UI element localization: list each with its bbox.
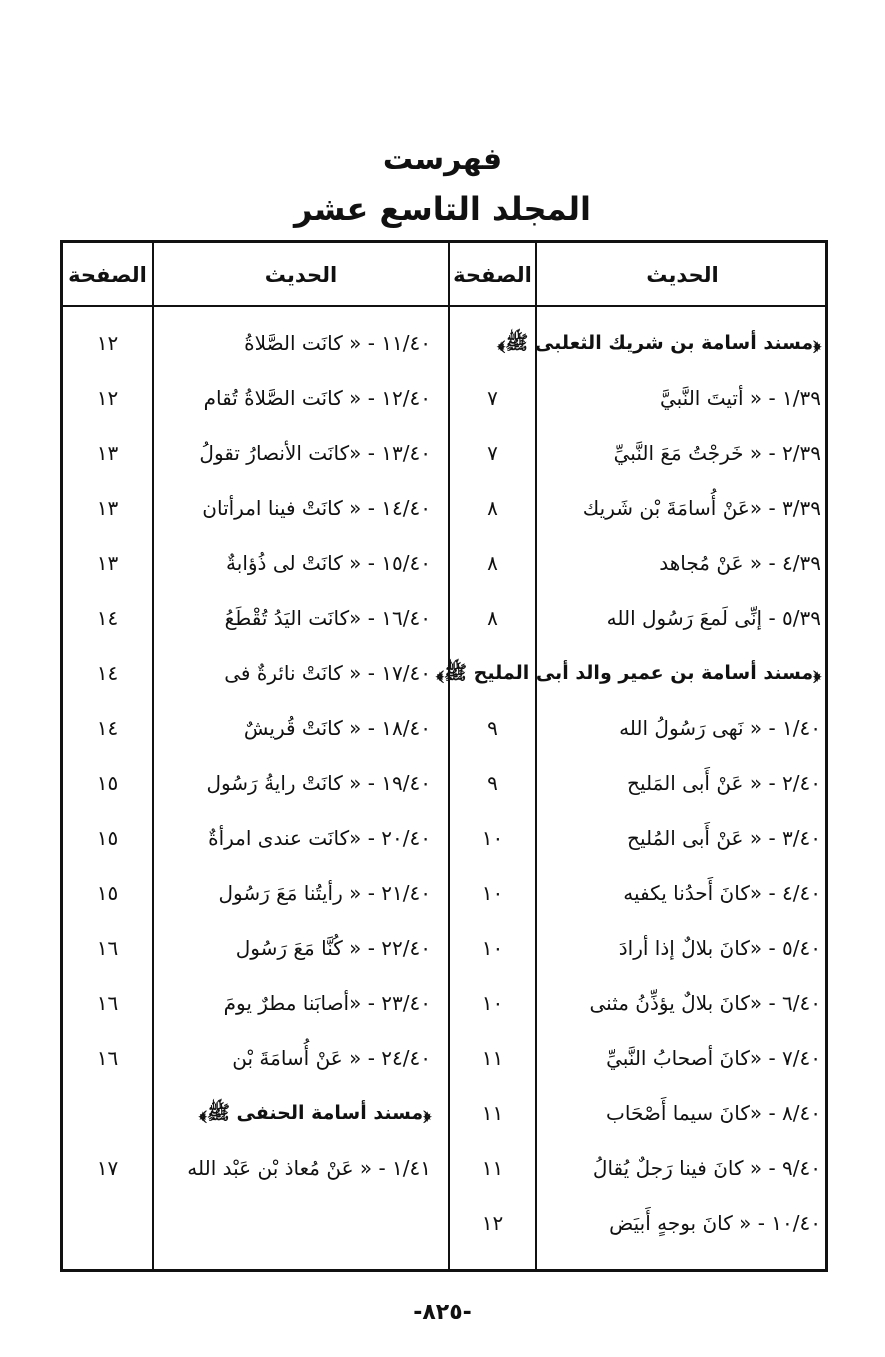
hadith-entry: ١٣/٤٠ - «كانَت الأنصارُ تقولُ — [199, 441, 431, 465]
section-heading: ﴿مسند أسامة الحنفى ﷺ﴾ — [199, 1102, 431, 1124]
hadith-entry: ٢٤/٤٠ - « عَنْ أُسامَةَ بْن — [232, 1046, 431, 1070]
page-ref: ١٥ — [96, 881, 119, 905]
hadith-entry: ٢١/٤٠ - « رأيتُنا مَعَ رَسُول — [218, 881, 431, 905]
page-ref: ١٠ — [481, 881, 504, 905]
page-ref: ١٢ — [96, 386, 119, 410]
page-ref: ٨ — [487, 606, 498, 630]
page-title: فهرست — [382, 142, 503, 177]
volume-subtitle: المجلد التاسع عشر — [293, 190, 592, 228]
section-heading: ﴿مسند أسامة بن عمير والد أبى المليح ﷺ﴾ — [436, 662, 821, 684]
header-divider — [63, 305, 825, 307]
hadith-entry: ١/٤٠ - « نَهى رَسُولُ الله — [619, 716, 821, 740]
page-number: -٨٢٥- — [413, 1300, 472, 1325]
page-ref: ١٥ — [96, 771, 119, 795]
page-ref: ١٦ — [96, 1046, 119, 1070]
page-ref: ١٠ — [481, 991, 504, 1015]
hadith-entry: ٦/٤٠ - «كانَ بلالٌ يؤذِّنُ مثنى — [589, 991, 821, 1015]
hadith-entry: ١٥/٤٠ - « كانَتْ لى ذُؤابةٌ — [226, 551, 431, 575]
page-ref: ٨ — [487, 551, 498, 575]
hadith-entry: ٤/٣٩ - « عَنْ مُجاهد — [659, 551, 821, 575]
hadith-entry: ٣/٣٩ - «عَنْ أُسامَةَ بْن شَريك — [582, 496, 821, 520]
page-ref: ١٦ — [96, 991, 119, 1015]
page-ref: ١٢ — [96, 331, 119, 355]
hadith-entry: ١١/٤٠ - « كانَت الصَّلاةُ — [244, 331, 431, 355]
page-ref: ١٦ — [96, 936, 119, 960]
hadith-entry: ١٨/٤٠ - « كانَتْ قُريشٌ — [243, 716, 431, 740]
page-ref: ١٣ — [96, 551, 119, 575]
hadith-entry: ١/٣٩ - « أتيتَ النَّبيَّ — [659, 386, 821, 410]
header-page-left: الصفحة — [68, 263, 147, 287]
hadith-entry: ٣/٤٠ - « عَنْ أَبى المُليح — [627, 826, 821, 850]
header-page-right: الصفحة — [453, 263, 532, 287]
hadith-entry: ٢٢/٤٠ - « كُنَّا مَعَ رَسُول — [235, 936, 431, 960]
page-ref: ٩ — [487, 716, 498, 740]
header-hadith-left: الحديث — [264, 263, 338, 287]
page-ref: ١٧ — [96, 1156, 119, 1180]
hadith-entry: ١٦/٤٠ - «كانَت اليَدُ تُقْطَعُ — [224, 606, 431, 630]
hadith-entry: ١/٤١ - « عَنْ مُعاذ بْن عَبْد الله — [187, 1156, 431, 1180]
page-ref: ٧ — [487, 441, 498, 465]
index-table — [60, 240, 828, 1272]
page-ref: ١١ — [481, 1156, 504, 1180]
page-ref: ١٠ — [481, 826, 504, 850]
page-ref: ١٥ — [96, 826, 119, 850]
page-ref: ٨ — [487, 496, 498, 520]
hadith-entry: ٨/٤٠ - «كانَ سيما أَصْحَاب — [606, 1101, 821, 1125]
page-ref: ١٣ — [96, 441, 119, 465]
page-ref: ١٢ — [481, 1211, 504, 1235]
hadith-entry: ٢/٣٩ - « خَرجْتُ مَعَ النَّبيِّ — [613, 441, 821, 465]
hadith-entry: ٤/٤٠ - «كانَ أَحدُنا يكفيه — [623, 881, 821, 905]
hadith-entry: ٢/٤٠ - « عَنْ أَبى المَليح — [627, 771, 821, 795]
header-hadith-right: الحديث — [646, 263, 719, 287]
page-ref: ٩ — [487, 771, 498, 795]
hadith-entry: ١٧/٤٠ - « كانَتْ نائرةٌ فى — [224, 661, 431, 685]
page-ref: ١٤ — [96, 661, 119, 685]
page-ref: ١١ — [481, 1046, 504, 1070]
column-divider — [152, 243, 154, 1269]
hadith-entry: ٥/٣٩ - إنِّى لَمعَ رَسُول الله — [606, 606, 821, 630]
hadith-entry: ٢٠/٤٠ - «كانَت عندى امرأةٌ — [208, 826, 431, 850]
hadith-entry: ٩/٤٠ - « كانَ فينا رَجلٌ يُقالُ — [592, 1156, 821, 1180]
page-ref: ١٣ — [96, 496, 119, 520]
hadith-entry: ٧/٤٠ - «كانَ أصحابُ النَّبيِّ — [606, 1046, 821, 1070]
column-divider — [535, 243, 537, 1269]
hadith-entry: ١٩/٤٠ - « كانَتْ رايةُ رَسُول — [206, 771, 431, 795]
page-ref: ١٠ — [481, 936, 504, 960]
page-ref: ١٤ — [96, 716, 119, 740]
hadith-entry: ١٠/٤٠ - « كانَ بوجهٍ أَبيَض — [609, 1211, 821, 1235]
hadith-entry: ١٤/٤٠ - « كانَتْ فينا امرأتان — [202, 496, 431, 520]
hadith-entry: ٢٣/٤٠ - «أصابَنا مطرٌ يومَ — [223, 991, 431, 1015]
section-heading: ﴿مسند أسامة بن شريك الثعلبى ﷺ﴾ — [497, 332, 821, 354]
hadith-entry: ١٢/٤٠ - « كانَت الصَّلاةُ تُقام — [203, 386, 431, 410]
page-ref: ٧ — [487, 386, 498, 410]
page-ref: ١٤ — [96, 606, 119, 630]
page-ref: ١١ — [481, 1101, 504, 1125]
hadith-entry: ٥/٤٠ - «كانَ بلالٌ إذا أرادَ — [618, 936, 821, 960]
